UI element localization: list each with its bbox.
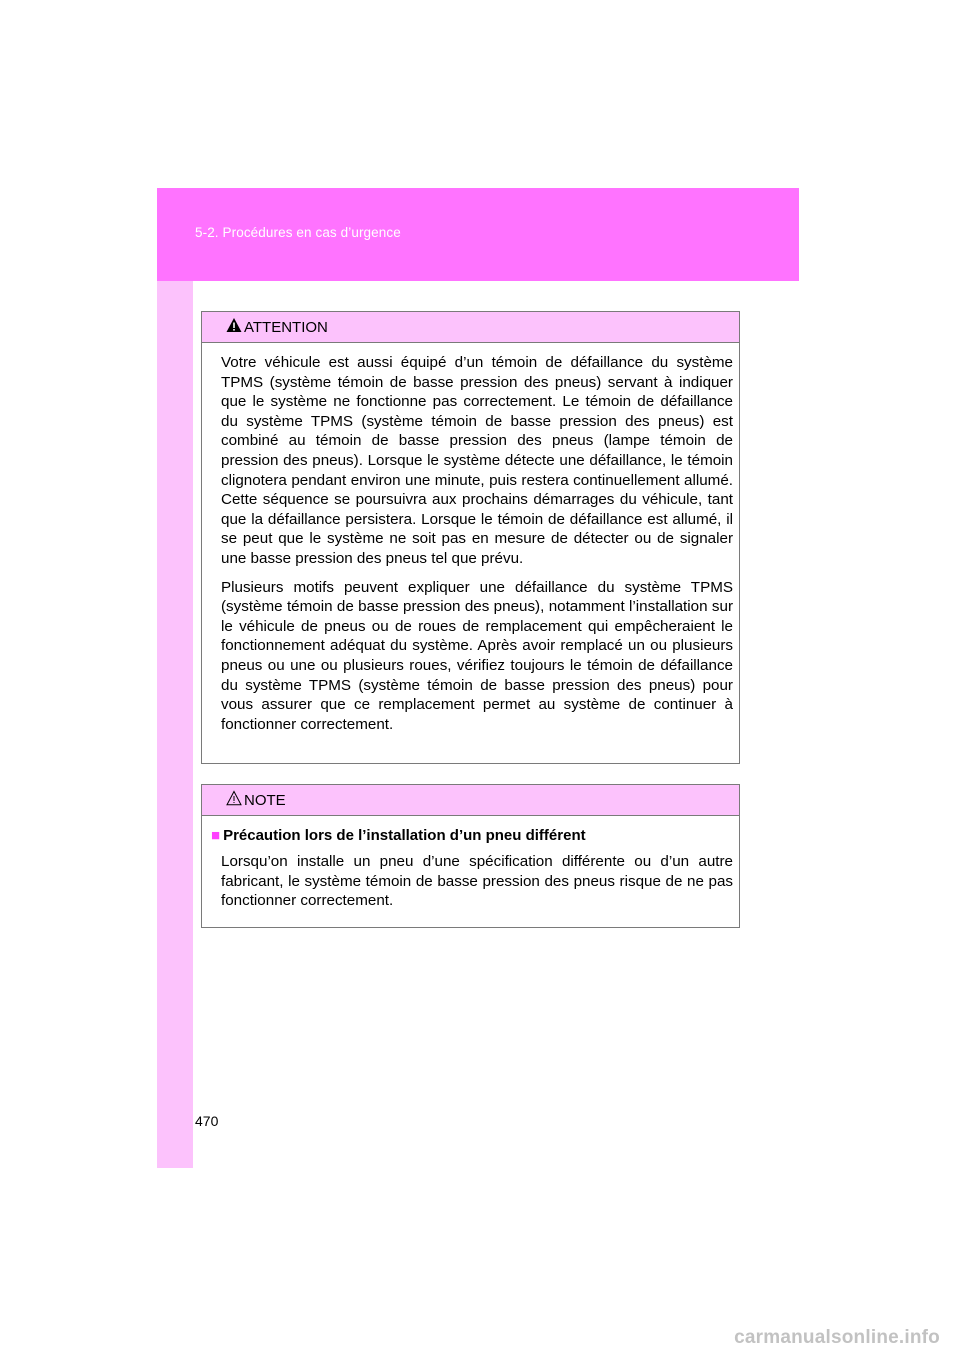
- attention-paragraph: Plusieurs motifs peuvent expliquer une défaillance du système TPMS (système témoin de basse pression des pneus), notamment l’installation sur le véhicule de pneus ou de roues de remplacement qui empêcheraient le fonctionnement adéquat du système. Après avoir remplacé un ou plusieurs pneus ou une ou plusieurs roues, vérifiez toujours le témoin de défaillance du système TPMS (système témoin de basse pression des pneus) pour vous assurer que ce remplacement permet au système de continuer à fonctionner correctement.: [221, 578, 733, 733]
- attention-box: [201, 311, 740, 764]
- warning-triangle-filled-icon: [226, 317, 242, 338]
- warning-triangle-outline-icon: [226, 790, 242, 811]
- note-header: [202, 785, 739, 816]
- side-band: [157, 188, 193, 1168]
- attention-paragraph: Votre véhicule est aussi équipé d’un témoin de défaillance du système TPMS (système témoin de basse pression des pneus) servant à indiquer que le système ne fonctionne pas correctement. Le témoin de défaillance du système TPMS (système témoin de basse pression des pneus) est combiné au témoin de basse pression des pneus (lampe témoin de pression des pneus). Lorsque le système détecte une défaillance, le témoin clignotera pendant environ une minute, puis restera continuellement allumé. Cette séquence se poursuivra aux prochains démarrages du véhicule, tant que la défaillance persistera. Lorsque le témoin de défaillance est allumé, il se peut que le système ne soit pas en mesure de détecter ou de signaler une basse pression des pneus tel que prévu.: [221, 354, 733, 567]
- note-heading-text: Précaution lors de l’installation d’un pneu différent: [223, 827, 586, 844]
- note-box: [201, 784, 740, 928]
- note-heading: [211, 826, 733, 846]
- watermark: carmanualsonline.info: [734, 1327, 940, 1348]
- note-paragraph: Lorsqu’on installe un pneu d’une spécification différente ou d’un autre fabricant, le système témoin de basse pression des pneus risque de ne pas fonctionner correctement.: [221, 853, 733, 910]
- note-body: [202, 816, 739, 911]
- attention-label: ATTENTION: [244, 319, 328, 336]
- square-bullet-icon: ■: [211, 827, 221, 844]
- attention-body: [202, 343, 739, 734]
- section-title: 5-2. Procédures en cas d’urgence: [195, 225, 401, 240]
- page-number: 470: [195, 1113, 219, 1129]
- attention-header: [202, 312, 739, 343]
- note-label: NOTE: [244, 792, 286, 809]
